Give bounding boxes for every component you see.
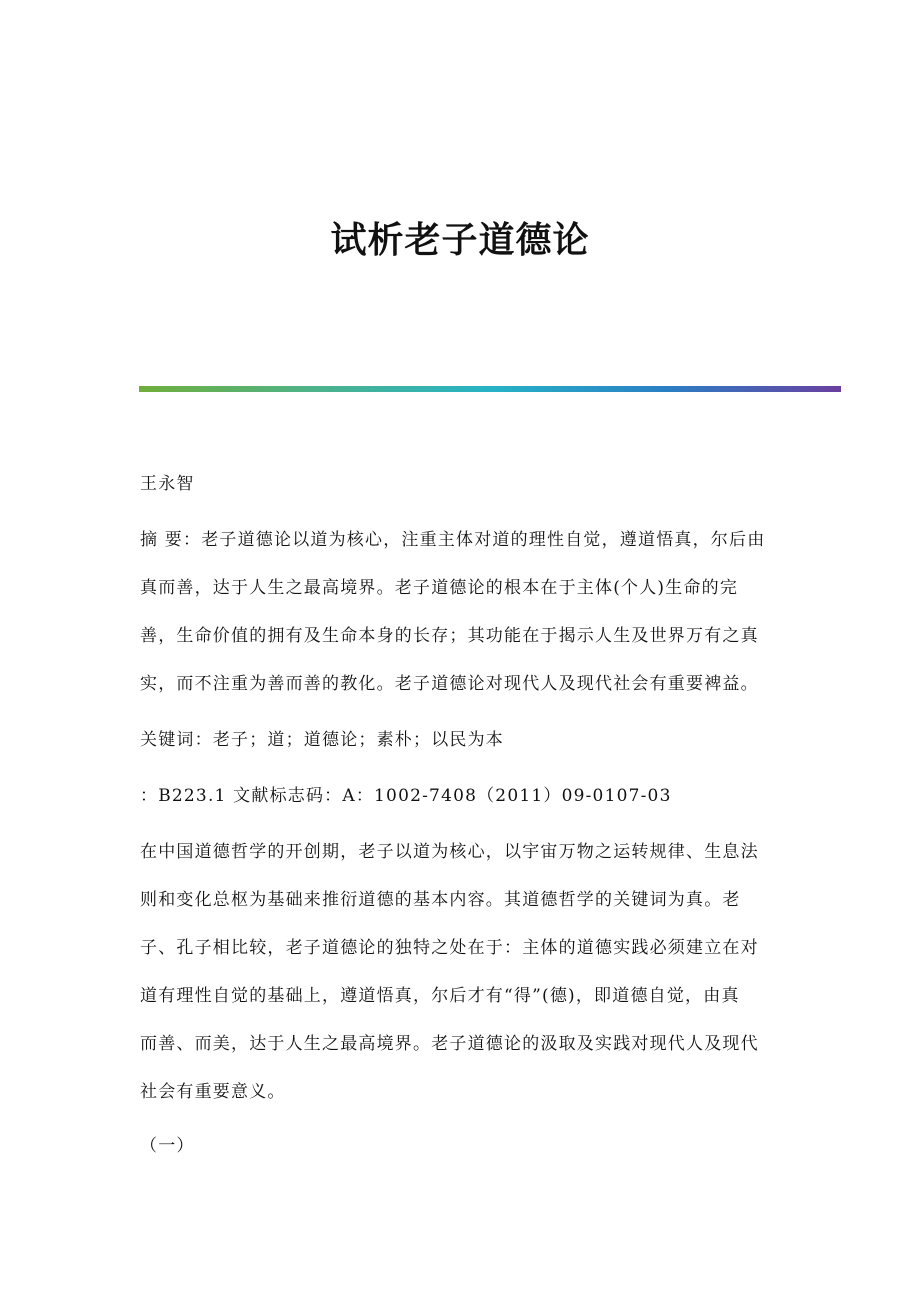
abstract-line: 摘 要：老子道德论以道为核心，注重主体对道的理性自觉，遵道悟真，尔后由 [140,530,766,550]
abstract-line: 善，生命价值的拥有及生命本身的长存；其功能在于揭示人生及世界万有之真 [140,626,759,646]
document-title: 试析老子道德论 [330,219,590,261]
body-line: 则和变化总枢为基础来推衍道德的基本内容。其道德哲学的关键词为真。老 [140,890,741,910]
abstract-line: 实，而不注重为善而善的教化。老子道德论对现代人及现代社会有重要裨益。 [140,674,759,694]
classification-line: ：B223.1 文献标志码：A：1002-7408（2011）09-0107-03 [140,786,672,806]
body-line: 道有理性自觉的基础上，遵道悟真，尔后才有“得”(德)，即道德自觉，由真 [140,986,740,1006]
gradient-divider [139,386,841,392]
body-line: 在中国道德哲学的开创期，老子以道为核心，以宇宙万物之运转规律、生息法 [140,842,759,862]
body-line: 子、孔子相比较，老子道德论的独特之处在于：主体的道德实践必须建立在对 [140,938,759,958]
abstract-paragraph [140,516,790,708]
author-name: 王永智 [140,474,195,494]
section-heading: （一） [140,1136,195,1156]
body-paragraph [140,828,790,1116]
keywords-line: 关键词：老子；道；道德论；素朴；以民为本 [140,730,504,750]
body-line: 社会有重要意义。 [140,1082,286,1102]
body-line: 而善、而美，达于人生之最高境界。老子道德论的汲取及实践对现代人及现代 [140,1034,759,1054]
abstract-line: 真而善，达于人生之最高境界。老子道德论的根本在于主体(个人)生命的完 [140,578,739,598]
